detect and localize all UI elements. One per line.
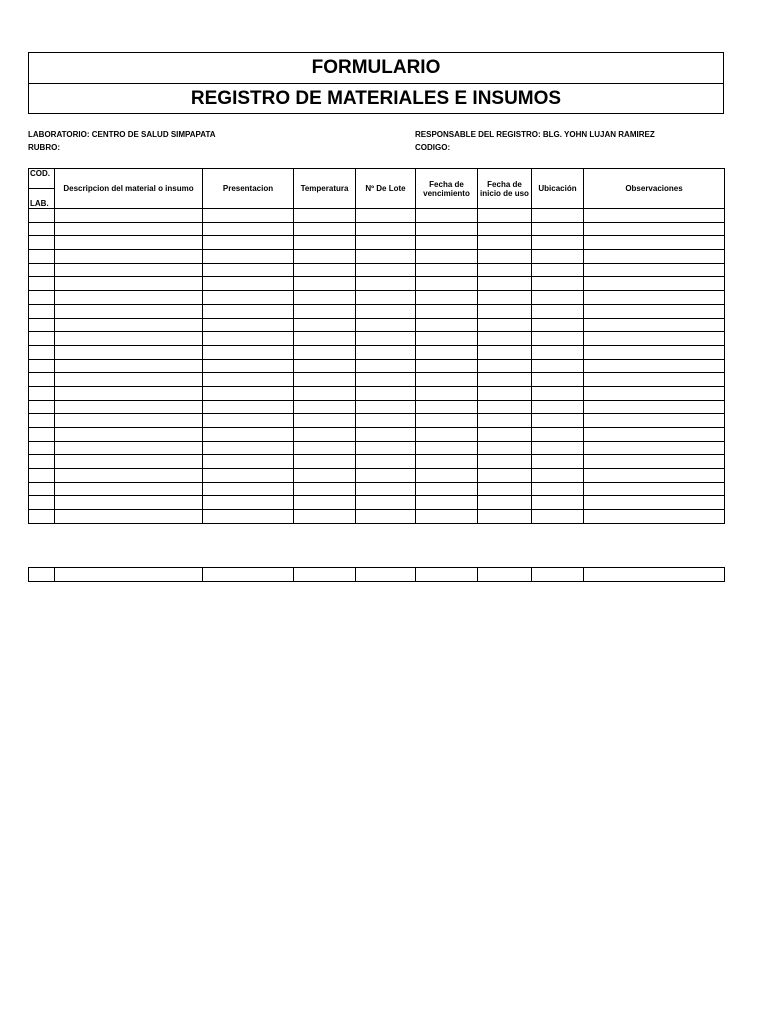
table-cell[interactable] [294,455,356,469]
table-cell[interactable] [294,332,356,346]
table-cell[interactable] [584,469,725,483]
table-cell[interactable] [356,510,416,524]
table-cell[interactable] [203,359,294,373]
col-header-temperatura: Temperatura [294,169,356,209]
table-cell[interactable] [356,414,416,428]
table-row [29,510,725,524]
table-cell[interactable] [55,455,203,469]
table-row [29,304,725,318]
table-cell[interactable] [478,209,532,223]
table-cell[interactable] [416,568,478,582]
table-cell[interactable] [29,455,55,469]
col-header-lote: Nº De Lote [356,169,416,209]
table-cell[interactable] [416,373,478,387]
table-cell[interactable] [478,222,532,236]
table-cell[interactable] [203,263,294,277]
table-row [29,482,725,496]
table-cell[interactable] [584,568,725,582]
table-cell[interactable] [356,359,416,373]
table-cell[interactable] [584,209,725,223]
table-cell[interactable] [29,345,55,359]
table-cell[interactable] [203,441,294,455]
col-header-vencimiento: Fecha de vencimiento [416,169,478,209]
table-cell[interactable] [203,222,294,236]
table-cell[interactable] [55,414,203,428]
table-cell[interactable] [203,304,294,318]
info-left [28,128,216,154]
table-cell[interactable] [55,291,203,305]
table-cell[interactable] [55,373,203,387]
table-cell[interactable] [55,482,203,496]
table-cell[interactable] [532,386,584,400]
table-cell[interactable] [584,277,725,291]
table-cell[interactable] [356,482,416,496]
table-cell[interactable] [203,332,294,346]
table-cell[interactable] [478,568,532,582]
col-header-ubicacion: Ubicación [532,169,584,209]
table-cell[interactable] [584,373,725,387]
footer-row [29,568,725,582]
rubro-field: RUBRO: [28,143,60,152]
table-cell[interactable] [478,400,532,414]
table-cell[interactable] [532,250,584,264]
table-cell[interactable] [478,455,532,469]
table-cell[interactable] [532,222,584,236]
responsable-field: RESPONSABLE DEL REGISTRO: BLG. YOHN LUJAN RAMIREZ [415,130,655,139]
table-cell[interactable] [203,568,294,582]
table-cell[interactable] [356,291,416,305]
table-cell[interactable] [416,455,478,469]
table-cell[interactable] [55,263,203,277]
table-row [29,222,725,236]
table-cell[interactable] [356,400,416,414]
table-cell[interactable] [532,291,584,305]
table-cell[interactable] [416,304,478,318]
table-row [29,291,725,305]
table-row [29,441,725,455]
table-cell[interactable] [416,263,478,277]
table-cell[interactable] [294,428,356,442]
table-cell[interactable] [478,441,532,455]
table-cell[interactable] [294,414,356,428]
table-cell[interactable] [584,304,725,318]
laboratorio-field: LABORATORIO: CENTRO DE SALUD SIMPAPATA [28,130,216,139]
table-cell[interactable] [356,373,416,387]
table-cell[interactable] [203,386,294,400]
table-cell[interactable] [532,263,584,277]
table-cell[interactable] [294,250,356,264]
table-cell[interactable] [294,400,356,414]
table-cell[interactable] [294,441,356,455]
table-cell[interactable] [584,428,725,442]
table-cell[interactable] [29,209,55,223]
table-cell[interactable] [294,510,356,524]
table-cell[interactable] [478,318,532,332]
table-cell[interactable] [356,568,416,582]
table-cell[interactable] [584,263,725,277]
table-cell[interactable] [416,222,478,236]
table-cell[interactable] [203,510,294,524]
table-cell[interactable] [55,318,203,332]
footer-table [28,567,725,582]
table-cell[interactable] [478,345,532,359]
table-cell[interactable] [29,332,55,346]
table-cell[interactable] [416,469,478,483]
table-cell[interactable] [29,482,55,496]
table-cell[interactable] [478,510,532,524]
table-cell[interactable] [356,250,416,264]
table-cell[interactable] [294,482,356,496]
table-cell[interactable] [203,250,294,264]
table-row [29,414,725,428]
table-row [29,400,725,414]
table-cell[interactable] [416,277,478,291]
registro-table-body [29,209,725,524]
table-cell[interactable] [29,277,55,291]
table-cell[interactable] [294,359,356,373]
table-row [29,359,725,373]
table-cell[interactable] [55,345,203,359]
table-cell[interactable] [294,373,356,387]
table-cell[interactable] [532,304,584,318]
table-cell[interactable] [294,277,356,291]
form-subtitle: REGISTRO DE MATERIALES E INSUMOS [29,83,723,114]
table-cell[interactable] [532,400,584,414]
table-cell[interactable] [294,496,356,510]
table-cell[interactable] [478,332,532,346]
table-cell[interactable] [29,441,55,455]
table-cell[interactable] [478,304,532,318]
table-row [29,455,725,469]
table-cell[interactable] [203,291,294,305]
table-cell[interactable] [294,263,356,277]
table-cell[interactable] [532,428,584,442]
table-cell[interactable] [203,482,294,496]
table-cell[interactable] [55,222,203,236]
table-cell[interactable] [29,250,55,264]
table-row [29,263,725,277]
table-cell[interactable] [294,318,356,332]
table-cell[interactable] [203,209,294,223]
table-cell[interactable] [532,441,584,455]
table-cell[interactable] [294,345,356,359]
table-cell[interactable] [478,428,532,442]
table-cell[interactable] [584,441,725,455]
table-cell[interactable] [55,428,203,442]
table-cell[interactable] [55,332,203,346]
table-cell[interactable] [356,345,416,359]
table-row [29,209,725,223]
col-header-descripcion: Descripcion del material o insumo [55,169,203,209]
table-cell[interactable] [416,386,478,400]
col-header-lab: LAB. [29,189,55,209]
table-cell[interactable] [356,428,416,442]
table-cell[interactable] [294,304,356,318]
table-cell[interactable] [356,455,416,469]
table-cell[interactable] [356,209,416,223]
table-cell[interactable] [532,482,584,496]
table-cell[interactable] [478,386,532,400]
table-cell[interactable] [532,359,584,373]
table-cell[interactable] [532,455,584,469]
table-cell[interactable] [203,277,294,291]
table-cell[interactable] [584,236,725,250]
table-cell[interactable] [478,373,532,387]
table-cell[interactable] [416,428,478,442]
table-cell[interactable] [416,250,478,264]
table-cell[interactable] [532,414,584,428]
table-cell[interactable] [55,400,203,414]
table-cell[interactable] [294,291,356,305]
table-cell[interactable] [203,428,294,442]
table-cell[interactable] [29,304,55,318]
table-cell[interactable] [532,332,584,346]
table-cell[interactable] [29,414,55,428]
table-cell[interactable] [356,496,416,510]
table-cell[interactable] [584,250,725,264]
registro-table [28,168,725,524]
table-cell[interactable] [584,332,725,346]
table-cell[interactable] [29,400,55,414]
table-cell[interactable] [584,510,725,524]
table-cell[interactable] [584,318,725,332]
form-title-box [28,52,724,114]
table-cell[interactable] [478,263,532,277]
table-cell[interactable] [416,332,478,346]
table-cell[interactable] [29,510,55,524]
table-cell[interactable] [416,318,478,332]
info-right [415,128,655,154]
table-cell[interactable] [294,209,356,223]
table-cell[interactable] [356,386,416,400]
table-cell[interactable] [416,209,478,223]
table-cell[interactable] [416,359,478,373]
table-cell[interactable] [55,496,203,510]
table-cell[interactable] [532,209,584,223]
table-cell[interactable] [29,373,55,387]
table-cell[interactable] [356,318,416,332]
table-cell[interactable] [416,496,478,510]
table-cell[interactable] [356,469,416,483]
table-cell[interactable] [416,400,478,414]
table-row [29,332,725,346]
table-cell[interactable] [55,250,203,264]
table-row [29,386,725,400]
table-cell[interactable] [356,263,416,277]
table-cell[interactable] [203,496,294,510]
table-cell[interactable] [584,400,725,414]
table-cell[interactable] [55,568,203,582]
table-cell[interactable] [294,386,356,400]
table-cell[interactable] [55,304,203,318]
table-row [29,428,725,442]
table-cell[interactable] [584,496,725,510]
col-header-presentacion: Presentacion [203,169,294,209]
table-cell[interactable] [203,373,294,387]
table-cell[interactable] [416,291,478,305]
col-header-observaciones: Observaciones [584,169,725,209]
table-cell[interactable] [532,277,584,291]
table-cell[interactable] [29,359,55,373]
table-row [29,236,725,250]
table-cell[interactable] [478,496,532,510]
table-cell[interactable] [29,263,55,277]
table-cell[interactable] [29,428,55,442]
table-cell[interactable] [55,441,203,455]
table-cell[interactable] [478,359,532,373]
table-cell[interactable] [203,455,294,469]
table-cell[interactable] [29,318,55,332]
table-cell[interactable] [584,359,725,373]
col-header-cod: COD. [29,169,55,189]
table-cell[interactable] [203,345,294,359]
table-cell[interactable] [356,277,416,291]
table-cell[interactable] [203,469,294,483]
table-cell[interactable] [532,496,584,510]
table-cell[interactable] [356,236,416,250]
table-cell[interactable] [203,318,294,332]
table-cell[interactable] [532,469,584,483]
table-cell[interactable] [294,236,356,250]
table-cell[interactable] [584,222,725,236]
table-cell[interactable] [478,291,532,305]
table-cell[interactable] [55,510,203,524]
table-cell[interactable] [55,359,203,373]
table-cell[interactable] [356,441,416,455]
table-cell[interactable] [584,291,725,305]
table-cell[interactable] [29,496,55,510]
table-cell[interactable] [416,510,478,524]
table-cell[interactable] [478,250,532,264]
table-cell[interactable] [203,400,294,414]
footer-table-body [29,568,725,582]
form-title: FORMULARIO [311,57,441,78]
table-cell[interactable] [532,345,584,359]
table-cell[interactable] [416,482,478,496]
table-cell[interactable] [478,236,532,250]
table-cell[interactable] [584,482,725,496]
table-cell[interactable] [478,482,532,496]
table-cell[interactable] [532,236,584,250]
table-cell[interactable] [478,469,532,483]
table-cell[interactable] [584,386,725,400]
table-cell[interactable] [294,568,356,582]
table-row [29,250,725,264]
table-cell[interactable] [55,469,203,483]
table-row [29,496,725,510]
table-cell[interactable] [584,414,725,428]
table-cell[interactable] [532,373,584,387]
table-cell[interactable] [203,236,294,250]
table-cell[interactable] [416,441,478,455]
table-cell[interactable] [356,332,416,346]
codigo-field: CODIGO: [415,143,451,152]
col-header-inicio: Fecha de inicio de uso [478,169,532,209]
table-cell[interactable] [55,277,203,291]
table-cell[interactable] [29,222,55,236]
table-cell[interactable] [478,277,532,291]
table-row [29,345,725,359]
table-cell[interactable] [478,414,532,428]
table-row [29,277,725,291]
table-cell[interactable] [584,455,725,469]
table-cell[interactable] [29,386,55,400]
table-cell[interactable] [356,222,416,236]
table-cell[interactable] [294,222,356,236]
table-cell[interactable] [532,318,584,332]
table-row [29,373,725,387]
table-cell[interactable] [294,469,356,483]
table-cell[interactable] [29,236,55,250]
table-cell[interactable] [532,510,584,524]
table-cell[interactable] [356,304,416,318]
table-cell[interactable] [29,469,55,483]
table-cell[interactable] [29,291,55,305]
table-cell[interactable] [416,345,478,359]
table-cell[interactable] [532,568,584,582]
table-cell[interactable] [55,209,203,223]
table-cell[interactable] [203,414,294,428]
table-cell[interactable] [55,236,203,250]
table-row [29,469,725,483]
table-cell[interactable] [416,414,478,428]
table-cell[interactable] [29,568,55,582]
table-cell[interactable] [584,345,725,359]
table-cell[interactable] [55,386,203,400]
table-cell[interactable] [416,236,478,250]
table-row [29,318,725,332]
